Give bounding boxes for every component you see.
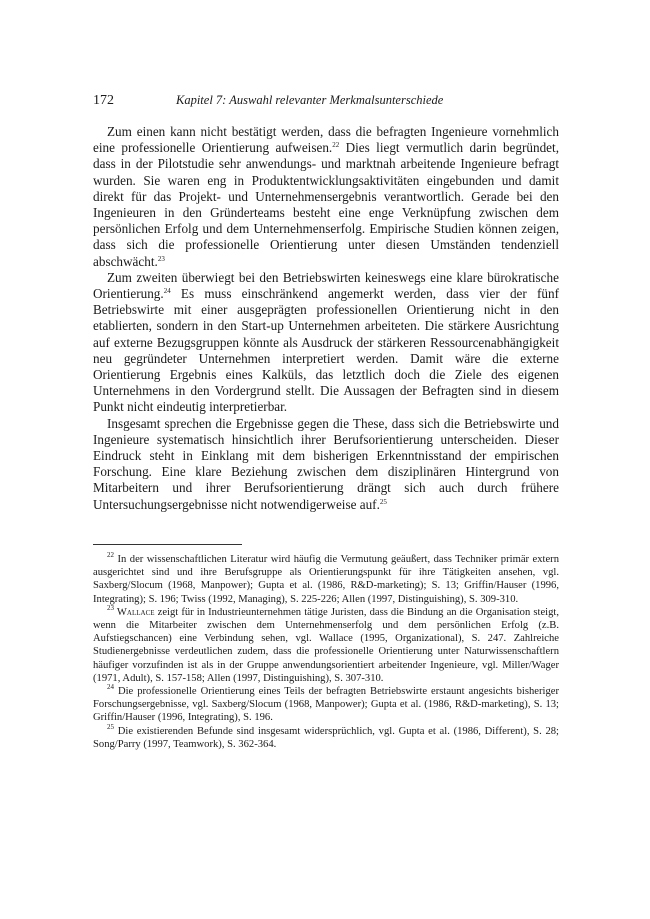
footnote-marker: 23 <box>157 254 165 263</box>
footnote-marker: 24 <box>107 683 114 692</box>
footnote <box>93 603 559 685</box>
running-head: Kapitel 7: Auswahl relevanter Merkmalsunterschiede <box>176 93 444 107</box>
body-paragraph <box>93 416 559 513</box>
footnote <box>93 722 559 751</box>
footnotes <box>93 553 559 751</box>
text-run: Es muss einschränkend angemerkt werden, dass vier der fünf Betriebswirte mit einer ausgeprägten professionellen Orientierung nicht in den etablierten, sondern in den Start-up Unternehmen arbeiteten. Die stärkere Ausrichtung auf externe Bezugsgruppen könnte als Ausdruck der stärkeren Ressourcenabhängigkeit neu gegründeter Unternehmen interpretiert werden. Damit wäre die externe Orientierung Ergebnis eines Kalküls, das letztlich doch die Ziele des eigenen Unternehmens in den Vordergrund stellt. Die Aussagen der Befragten sind in diesem Punkt nicht eindeutig interpretierbar. <box>93 286 559 415</box>
footnote-marker: 24 <box>163 287 171 296</box>
text-run: In der wissenschaftlichen Literatur wird häufig die Vermutung geäußert, dass Techniker primär extern ausgerichtet sind und ihre Berufsgruppe als Orientierungspunkt für ihre Tätigkeiten ansehen, vgl. Saxberg/Slocum (1968, Manpower); Gupta et al. (1986, R&D-marketing); S. 13; Griffin/Hauser (1996, Integrating); S. 196; Twiss (1992, Managing), S. 225-226; Allen (1997, Distinguishing), S. 309-310. <box>93 554 559 605</box>
text-run: Zum einen kann nicht bestätigt werden, dass die befragten Ingenieure vornehmlich eine professionelle Orientierung aufweisen. <box>93 124 559 156</box>
footnote <box>93 553 559 606</box>
body-text <box>93 124 559 513</box>
text-run: Insgesamt sprechen die Ergebnisse gegen die These, dass sich die Betriebswirte und Ingenieure systematisch hinsichtlich ihrer Berufsorientierung unterscheiden. Dieser Eindruck steht in Einklang mit dem bisherigen Erkenntnisstand der empirischen Forschung. Eine klare Beziehung zwischen dem disziplinären Hintergrund von Mitarbeitern und ihrer Berufsorientierung drängt sich auch durch frühere Untersuchungsergebnisse nicht notwendigerweise auf. <box>93 415 559 512</box>
author-name: Wallace <box>114 606 155 618</box>
text-run: Dies liegt vermutlich darin begründet, dass in der Pilotstudie sehr anwendungs- und marktnah arbeitende Ingenieure befragt wurden. Sie waren eng in Produktentwicklungsaktivitäten eingebunden und damit direkt für das Projekt- und Unternehmensergebnis verantwortlich. Gerade bei den Ingenieuren in den Gründerteams besteht eine enge Verknüpfung zwischen dem persönlichen Erfolg und dem Unternehmenserfolg. Empirische Studien können zeigen, dass sich die professionelle Orientierung unter diesen Umständen tendenziell abschwächt. <box>93 140 559 269</box>
footnote-marker: 22 <box>332 141 340 150</box>
text-run: zeigt für in Industrieunternehmen tätige Juristen, dass die Bindung an die Organisation steigt, wenn die Mitarbeiter zwischen dem Unternehmenserfolg und dem persönlichen Erfolg (z.B. Aufstiegschancen) eine Verbindung sehen, vgl. Wallace (1995, Organizational), S. 247. Zahlreiche Studienergebnisse verdeutlichen zudem, dass die professionelle Orientierung unter Naturwissenschaftlern häufiger vorzufinden ist als in der Gruppe anwendungsorientiert arbeitender Ingenieure, vgl. Miller/Wager (1971, Adult), S. 157-158; Allen (1997, Distinguishing), S. 307-310. <box>93 606 559 684</box>
text-run: Die existierenden Befunde sind insgesamt widersprüchlich, vgl. Gupta et al. (1986, Different), S. 28; Song/Parry (1997, Teamwork), S. 362-364. <box>93 725 559 750</box>
footnote-marker: 22 <box>107 551 114 559</box>
text-run: Die professionelle Orientierung eines Teils der befragten Betriebswirte erstaunt angesichts bisheriger Forschungsergebnisse, vgl. Saxberg/Slocum (1968, Manpower); Gupta et al. (1986, R&D-marketing), S. 13; Griffin/Hauser (1996, Integrating), S. 196. <box>93 686 559 724</box>
footnote-marker: 25 <box>379 497 387 506</box>
footnote-rule <box>93 544 242 545</box>
footnote <box>93 685 559 725</box>
body-paragraph <box>93 270 559 416</box>
body-paragraph <box>93 124 559 270</box>
footnote-marker: 23 <box>107 603 114 612</box>
text-run: Zum zweiten überwiegt bei den Betriebswirten keineswegs eine klare bürokratische Orientierung. <box>93 269 559 302</box>
footnote-marker: 25 <box>107 722 114 731</box>
page-number: 172 <box>93 93 114 108</box>
